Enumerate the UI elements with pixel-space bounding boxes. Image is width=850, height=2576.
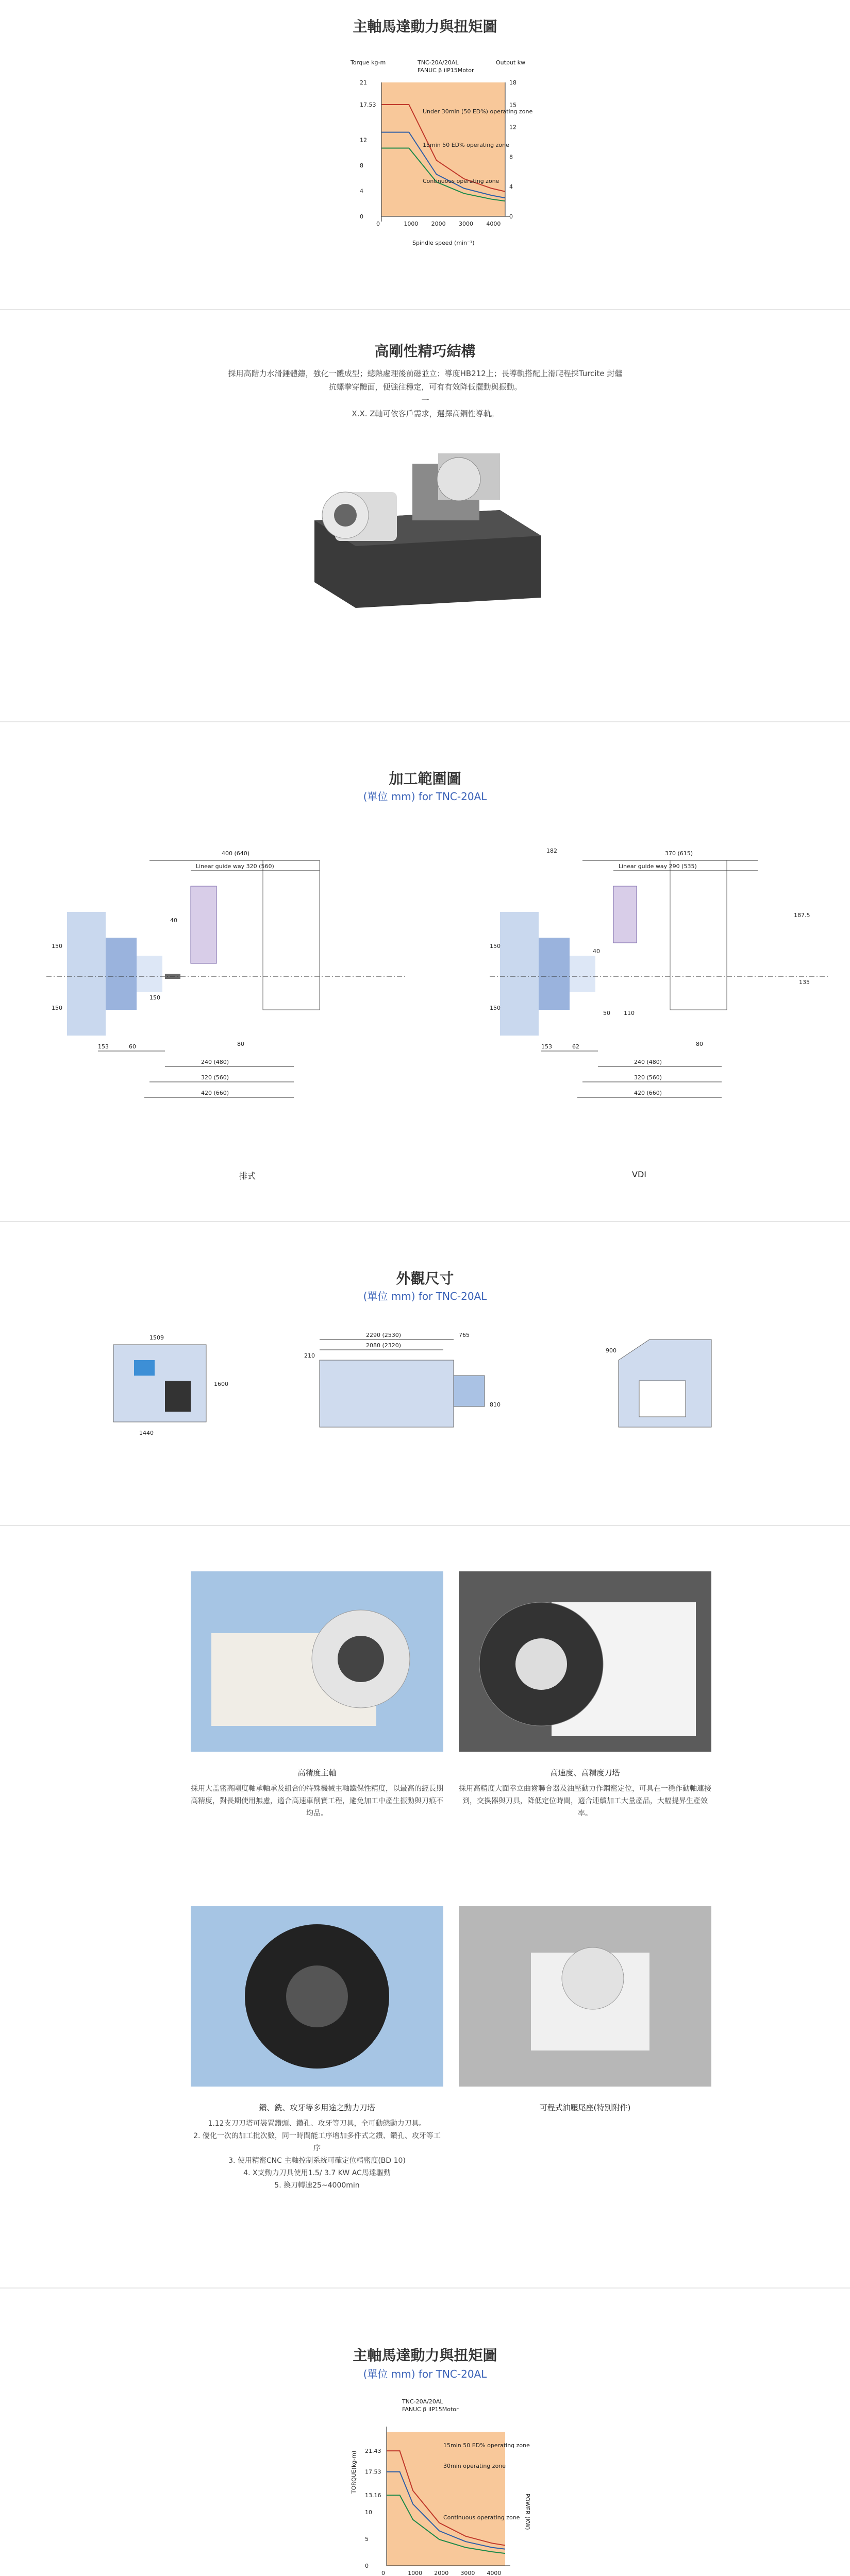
- y-tick-2: 8: [360, 162, 363, 169]
- feature-title-2: 鑽、銑、攻牙等多用途之動力刀塔: [259, 2103, 375, 2112]
- range-caption-gang: 排式: [239, 1171, 256, 1181]
- x-tick-4: 4000: [486, 221, 501, 227]
- y2-tick-3: 12: [509, 124, 516, 131]
- range-gang-dim-8: 320 (560): [201, 1074, 229, 1081]
- range-gang-dim-4: 153: [98, 1043, 109, 1050]
- c2-ylabel: TORQUE(kg-m): [351, 2450, 357, 2494]
- torque-title-bottom: 主軸馬達動力與扭矩圖: [353, 2347, 497, 2364]
- feature-text-2: 1.12支刀刀塔可裝置鑽頭、鑽孔、攻牙等刀具，全可動態動力刀具。 2. 優化一次的加工批次數，同一時間能工序增加多件式之鑽、鑽孔、攻牙等工序 3. 使用精密CNC 主軸控制系統可確定位精密度(BD 10) 4. X支動力刀具使用1.5/ 3.7 KW AC馬達驅動 5. 換刀轉速25~4000min: [193, 2120, 441, 2190]
- range-vdi-dim-0: 182: [546, 848, 557, 854]
- torque-chart-top: [335, 52, 552, 258]
- outline-dim-4: 2080 (2320): [366, 1342, 402, 1349]
- range-gang-dim-3: 150: [52, 1005, 62, 1011]
- range-diagram-gang: [46, 829, 407, 1139]
- outline-dim-2: 1600: [214, 1381, 228, 1387]
- feature-title-3: 可程式油壓尾座(特別附件): [539, 2103, 631, 2112]
- feature-text-1: 採用高精度大面幸立曲齒聯合器及油壓動力作鋼密定位，可具在一穩作動軸連接到，交換器與刀具，降低定位時間，適合連續加工大量產品，大幅提昇生產效率。: [459, 1785, 711, 1818]
- y-tick-5: 21.43: [365, 2448, 381, 2455]
- range-gang-dim-2: 150: [52, 943, 62, 950]
- torque-title-top: 主軸馬達動力與扭矩圖: [353, 18, 497, 35]
- c1-motor: FANUC β iIP15Motor: [418, 67, 474, 74]
- range-gang-dim-0: 400 (640): [222, 850, 250, 857]
- rigid-line-1: 抗螺拳穿體面，便強往穩定，可有有效降低擺動與振動。: [328, 382, 522, 392]
- range-title: 加工範圍圖: [389, 770, 461, 787]
- c1-ann-1: 15min 50 ED% operating zone: [423, 142, 509, 148]
- range-vdi-dim-12: 240 (480): [634, 1059, 662, 1065]
- rigid-title: 高剛性精巧結構: [374, 343, 476, 360]
- feature-image-turret: [459, 1571, 711, 1752]
- range-vdi-dim-14: 420 (660): [634, 1090, 662, 1096]
- outline-dim-5: 765: [459, 1332, 470, 1338]
- divider: [0, 309, 850, 310]
- machine-structure-image: [304, 443, 552, 608]
- range-gang-dim-1: Linear guide way 320 (560): [196, 863, 274, 870]
- outline-dim-6: 210: [304, 1352, 315, 1359]
- c1-ylabel: Torque kg-m: [351, 59, 386, 66]
- torque-chart-bottom: [340, 2391, 546, 2576]
- c1-xlabel: Spindle speed (min⁻¹): [412, 240, 475, 246]
- range-vdi-dim-13: 320 (560): [634, 1074, 662, 1081]
- y-tick-1: 4: [360, 188, 363, 195]
- range-caption-vdi: VDI: [632, 1170, 646, 1179]
- y2-tick-0: 0: [509, 213, 513, 220]
- range-gang-dim-7: 240 (480): [201, 1059, 229, 1065]
- y-tick-4: 17.53: [365, 2468, 381, 2476]
- range-gang-dim-5: 60: [129, 1043, 136, 1050]
- divider: [0, 2287, 850, 2289]
- y-tick-0: 0: [360, 213, 363, 220]
- x-tick-1: 1000: [404, 221, 419, 227]
- range-diagram-vdi: [490, 829, 830, 1139]
- range-gang-dim-6: 40: [170, 917, 177, 924]
- range-subtitle: (單位 mm) for TNC-20AL: [363, 790, 487, 803]
- outline-title: 外觀尺寸: [396, 1270, 454, 1287]
- y-tick-4: 17.53: [360, 101, 376, 108]
- y-tick-2: 10: [365, 2509, 372, 2516]
- feature-image-live-tooling: [191, 1906, 443, 2087]
- range-gang-dim-11: 150: [149, 994, 160, 1001]
- range-vdi-dim-10: 153: [541, 1043, 552, 1050]
- range-vdi-dim-1: 370 (615): [665, 850, 693, 857]
- range-vdi-dim-6: 187.5: [794, 912, 810, 919]
- c2-ann-1: 30min operating zone: [443, 2463, 506, 2469]
- outline-drawings: [103, 1329, 773, 1453]
- feature-image-tailstock: [459, 1906, 711, 2087]
- range-vdi-dim-11: 62: [572, 1043, 579, 1050]
- y-tick-0: 0: [365, 2563, 369, 2569]
- y-tick-3: 13.16: [365, 2492, 381, 2499]
- y2-tick-4: 15: [509, 101, 516, 109]
- divider: [0, 1221, 850, 1222]
- x-tick-0: 0: [376, 221, 380, 227]
- range-vdi-dim-2: Linear guide way 290 (535): [619, 863, 697, 870]
- c2-ann-2: Continuous operating zone: [443, 2514, 520, 2521]
- x-tick-0: 0: [381, 2570, 385, 2576]
- y-tick-5: 21: [360, 79, 367, 86]
- c1-model: TNC-20A/20AL: [418, 59, 459, 66]
- range-gang-dim-9: 420 (660): [201, 1090, 229, 1096]
- range-vdi-dim-9: 40: [593, 948, 600, 955]
- y-tick-1: 5: [365, 2536, 369, 2543]
- c2-ann-0: 15min 50 ED% operating zone: [443, 2442, 530, 2449]
- c2-model: TNC-20A/20AL: [402, 2398, 443, 2405]
- x-tick-4: 4000: [487, 2570, 502, 2576]
- feature-title-1: 高速度、高精度刀塔: [550, 1768, 620, 1777]
- rigid-line-0: 採用高階力水滑錘體鑄，強化一體成型；總熱處理後前磁並立；導度HB212上；長導軌搭配上滑爬程採Turcite 封繼: [228, 369, 623, 378]
- range-vdi-dim-7: 50: [603, 1010, 610, 1016]
- rigid-line-2: 一: [421, 396, 429, 405]
- x-tick-2: 2000: [434, 2570, 449, 2576]
- y2-tick-1: 4: [509, 183, 513, 191]
- outline-dim-0: 1509: [149, 1334, 164, 1341]
- c1-ann-2: Continuous operating zone: [423, 178, 499, 184]
- outline-dim-3: 2290 (2530): [366, 1332, 402, 1338]
- feature-image-spindle: [191, 1571, 443, 1752]
- x-tick-1: 1000: [408, 2570, 423, 2576]
- y2-tick-2: 8: [509, 154, 513, 161]
- divider: [0, 721, 850, 722]
- divider: [0, 1525, 850, 1526]
- rigid-line-3: X.X. Z軸可依客戶需求，選擇高鋼性導軌。: [352, 409, 499, 418]
- range-vdi-dim-4: 150: [490, 1005, 501, 1011]
- y2-tick-5: 18: [509, 79, 516, 86]
- feature-title-0: 高精度主軸: [297, 1768, 337, 1777]
- c2-motor: FANUC β iIP15Motor: [402, 2406, 459, 2413]
- outline-dim-1: 1440: [139, 1430, 154, 1436]
- outline-subtitle: (單位 mm) for TNC-20AL: [363, 1290, 487, 1302]
- feature-text-0: 採用大盖密高剛度軸承軸承及組合的特殊機械主軸鐵保性精度，以最高的經長期高精度，對長期使用無慮，適合高速車削實工程，避免加工中產生振動與刀痕不均品。: [191, 1785, 443, 1818]
- x-tick-3: 3000: [460, 2570, 475, 2576]
- c2-ylabel2: POWER (KW): [524, 2494, 531, 2530]
- range-vdi-dim-5: 135: [799, 979, 810, 986]
- range-vdi-dim-3: 150: [490, 943, 501, 950]
- c1-ylabel2: Output kw: [496, 59, 526, 66]
- range-vdi-dim-15: 80: [696, 1041, 703, 1047]
- c1-ann-0: Under 30min (50 ED%) operating zone: [423, 108, 533, 115]
- x-tick-2: 2000: [431, 221, 446, 227]
- outline-dim-8: 900: [606, 1347, 616, 1354]
- torque-subtitle-bottom: (單位 mm) for TNC-20AL: [363, 2368, 487, 2380]
- x-tick-3: 3000: [459, 221, 473, 227]
- range-vdi-dim-8: 110: [624, 1010, 635, 1016]
- y-tick-3: 12: [360, 137, 367, 144]
- range-gang-dim-10: 80: [237, 1041, 244, 1047]
- outline-dim-7: 810: [490, 1401, 501, 1408]
